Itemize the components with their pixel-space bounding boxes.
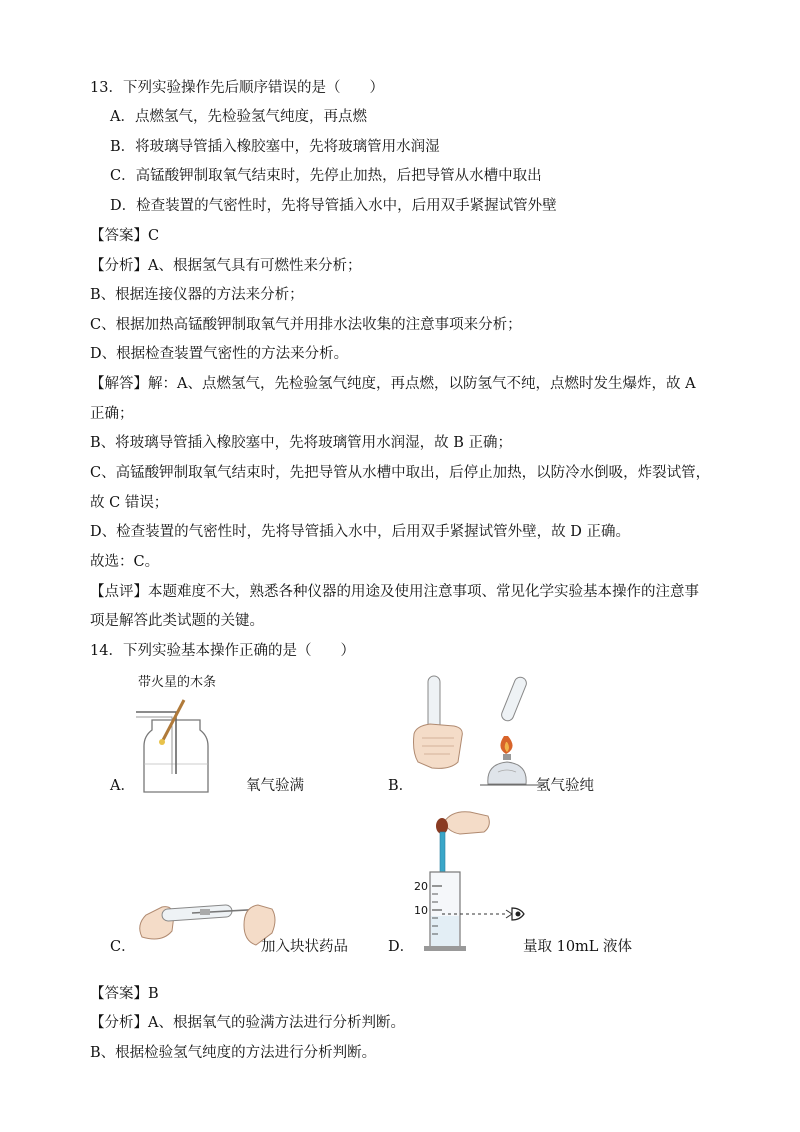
cylinder-tick-label: 20 xyxy=(414,880,428,893)
q13-solution-line: 故 C 错误； xyxy=(90,495,169,511)
q13-option-d: D．检查装置的气密性时，先将导管插入水中，后用双手紧握试管外壁 xyxy=(110,198,557,214)
q13-solution-line: C、高锰酸钾制取氧气结束时，先把导管从水槽中取出，后停止加热，以防冷水倒吸，炸裂试管， xyxy=(90,465,711,481)
q13-answer: 【答案】C xyxy=(90,228,160,244)
figure-a-label: 带火星的木条 xyxy=(138,675,217,690)
q13-stem: 13．下列实验操作先后顺序错误的是（ ） xyxy=(90,80,384,96)
figure-a-oxygen-test xyxy=(130,672,240,806)
q13-solution-line: 【解答】解：A、点燃氢气，先检验氢气纯度，再点燃，以防氢气不纯，点燃时发生爆炸，故 A xyxy=(90,376,696,392)
figure-a-caption: 氧气验满 xyxy=(246,778,304,794)
q13-comment-line: 项是解答此类试题的关键。 xyxy=(90,613,264,629)
figure-b-letter: B． xyxy=(388,778,414,794)
q13-solution-line: D、检查装置的气密性时，先将导管插入水中，后用双手紧握试管外壁，故 D 正确。 xyxy=(90,524,630,540)
q13-option-a: A．点燃氢气，先检验氢气纯度，再点燃 xyxy=(110,109,367,125)
q13-option-c: C．高锰酸钾制取氧气结束时，先停止加热，后把导管从水槽中取出 xyxy=(110,168,542,184)
q14-stem: 14．下列实验基本操作正确的是（ ） xyxy=(90,643,355,659)
figure-d-graduated-cylinder xyxy=(408,806,533,960)
cylinder-tick-label: 10 xyxy=(414,904,428,917)
figure-c-caption: 加入块状药品 xyxy=(261,939,348,955)
q14-analysis-line: 【分析】A、根据氧气的验满方法进行分析判断。 xyxy=(90,1015,405,1031)
q13-analysis-line: C、根据加热高锰酸钾制取氧气并用排水法收集的注意事项来分析； xyxy=(90,317,522,333)
figure-d-letter: D． xyxy=(388,939,415,955)
figure-a-letter: A． xyxy=(110,778,135,794)
figure-c-letter: C． xyxy=(110,939,136,955)
q14-analysis-line: B、根据检验氢气纯度的方法进行分析判断。 xyxy=(90,1045,377,1061)
q13-solution-line: 正确； xyxy=(90,406,134,422)
figure-b-hydrogen-test xyxy=(410,672,550,798)
figure-b-caption: 氢气验纯 xyxy=(536,778,594,794)
q13-comment-line: 【点评】本题难度不大，熟悉各种仪器的用途及使用注意事项、常见化学实验基本操作的注意事 xyxy=(90,584,699,600)
q13-analysis-line: 【分析】A、根据氢气具有可燃性来分析； xyxy=(90,258,362,274)
q13-solution-line: 故选：C。 xyxy=(90,554,160,570)
q13-option-b: B．将玻璃导管插入橡胶塞中，先将玻璃管用水润湿 xyxy=(110,139,440,155)
q13-solution-line: B、将玻璃导管插入橡胶塞中，先将玻璃管用水润湿，故 B 正确； xyxy=(90,435,513,451)
q14-answer: 【答案】B xyxy=(90,986,159,1002)
q13-analysis-line: B、根据连接仪器的方法来分析； xyxy=(90,287,304,303)
figure-d-caption: 量取 10mL 液体 xyxy=(523,939,633,955)
q13-analysis-line: D、根据检查装置气密性的方法来分析。 xyxy=(90,346,349,362)
figure-c-solid-reagent xyxy=(132,885,282,959)
